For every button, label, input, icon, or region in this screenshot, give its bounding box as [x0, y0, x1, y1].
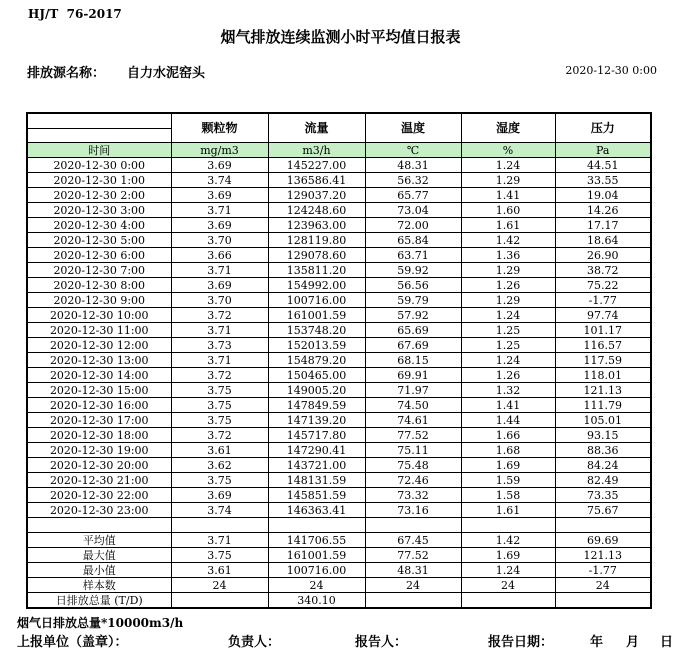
report-date-label: 报告日期：: [488, 635, 554, 650]
value-cell: 84.24: [555, 458, 651, 473]
table-row: [27, 368, 651, 383]
value-cell: 69.91: [365, 368, 461, 383]
value-cell: 3.72: [171, 428, 268, 443]
value-cell: 93.15: [555, 428, 651, 443]
summary-value-cell: [171, 593, 268, 609]
value-cell: 73.16: [365, 503, 461, 518]
value-cell: 154992.00: [268, 278, 365, 293]
table-row: [27, 293, 651, 308]
summary-value-cell: 3.75: [171, 548, 268, 563]
value-cell: 67.69: [365, 338, 461, 353]
summary-row: [27, 533, 651, 548]
value-cell: 3.71: [171, 353, 268, 368]
summary-row: [27, 593, 651, 609]
value-cell: 65.77: [365, 188, 461, 203]
value-cell: 57.92: [365, 308, 461, 323]
value-cell: 3.75: [171, 383, 268, 398]
value-cell: 3.70: [171, 233, 268, 248]
table-row: [27, 323, 651, 338]
source-label: 排放源名称：: [27, 66, 106, 81]
value-cell: 3.69: [171, 188, 268, 203]
value-cell: 1.59: [461, 473, 555, 488]
source-name: 自力水泥窑头: [127, 66, 206, 81]
summary-value-cell: 24: [365, 578, 461, 593]
value-cell: 74.61: [365, 413, 461, 428]
value-cell: 73.32: [365, 488, 461, 503]
table-row: [27, 248, 651, 263]
time-cell: 2020-12-30 6:00: [27, 248, 171, 263]
table-row: [27, 263, 651, 278]
table-row: [27, 488, 651, 503]
value-cell: 18.64: [555, 233, 651, 248]
value-cell: 1.41: [461, 188, 555, 203]
value-cell: 74.50: [365, 398, 461, 413]
spacer-row: [27, 518, 651, 533]
value-cell: 129037.20: [268, 188, 365, 203]
value-cell: 1.32: [461, 383, 555, 398]
value-cell: 1.25: [461, 323, 555, 338]
value-cell: 19.04: [555, 188, 651, 203]
summary-row: [27, 548, 651, 563]
value-cell: 1.25: [461, 338, 555, 353]
value-cell: 105.01: [555, 413, 651, 428]
value-cell: 1.61: [461, 218, 555, 233]
value-cell: 1.29: [461, 293, 555, 308]
summary-row: [27, 563, 651, 578]
column-header: 颗粒物: [171, 113, 268, 143]
value-cell: 118.01: [555, 368, 651, 383]
unit-cell: Pa: [555, 143, 651, 158]
time-cell: 2020-12-30 8:00: [27, 278, 171, 293]
value-cell: 82.49: [555, 473, 651, 488]
time-cell: 2020-12-30 19:00: [27, 443, 171, 458]
source-line: [27, 62, 205, 81]
time-cell: 2020-12-30 3:00: [27, 203, 171, 218]
time-cell: 2020-12-30 23:00: [27, 503, 171, 518]
value-cell: 3.72: [171, 368, 268, 383]
value-cell: 73.04: [365, 203, 461, 218]
value-cell: 33.55: [555, 173, 651, 188]
time-header-blank-cell: [27, 113, 171, 143]
value-cell: 88.36: [555, 443, 651, 458]
summary-value-cell: 161001.59: [268, 548, 365, 563]
value-cell: 1.69: [461, 458, 555, 473]
time-cell: 2020-12-30 1:00: [27, 173, 171, 188]
value-cell: 14.26: [555, 203, 651, 218]
summary-body: [27, 518, 651, 609]
table-row: [27, 428, 651, 443]
value-cell: 77.52: [365, 428, 461, 443]
value-cell: 3.74: [171, 173, 268, 188]
time-header: 时间: [27, 143, 171, 158]
table-row: [27, 503, 651, 518]
value-cell: 129078.60: [268, 248, 365, 263]
year-label: 年: [590, 635, 604, 650]
value-cell: 26.90: [555, 248, 651, 263]
report-datetime: 2020-12-30 0:00: [565, 64, 657, 77]
table-row: [27, 188, 651, 203]
table-row: [27, 473, 651, 488]
value-cell: 72.46: [365, 473, 461, 488]
value-cell: 161001.59: [268, 308, 365, 323]
standard-number: HJ/T 76-2017: [28, 7, 122, 21]
value-cell: 3.70: [171, 293, 268, 308]
spacer-cell: [171, 518, 268, 533]
summary-value-cell: 24: [268, 578, 365, 593]
value-cell: 3.73: [171, 338, 268, 353]
summary-value-cell: 48.31: [365, 563, 461, 578]
value-cell: 75.22: [555, 278, 651, 293]
time-cell: 2020-12-30 0:00: [27, 158, 171, 173]
table-row: [27, 218, 651, 233]
summary-value-cell: 1.42: [461, 533, 555, 548]
summary-label: 日排放总量 (T/D): [27, 593, 171, 609]
table-row: [27, 173, 651, 188]
value-cell: 145717.80: [268, 428, 365, 443]
summary-value-cell: 100716.00: [268, 563, 365, 578]
table-row: [27, 278, 651, 293]
time-cell: 2020-12-30 21:00: [27, 473, 171, 488]
value-cell: 3.69: [171, 158, 268, 173]
time-cell: 2020-12-30 22:00: [27, 488, 171, 503]
value-cell: 1.24: [461, 353, 555, 368]
summary-label: 样本数: [27, 578, 171, 593]
value-cell: 3.75: [171, 398, 268, 413]
summary-label: 最大值: [27, 548, 171, 563]
value-cell: 3.71: [171, 323, 268, 338]
value-cell: 3.69: [171, 278, 268, 293]
table-row: [27, 458, 651, 473]
table-row: [27, 158, 651, 173]
summary-value-cell: 3.71: [171, 533, 268, 548]
value-cell: 3.71: [171, 203, 268, 218]
column-header-row: [27, 113, 651, 143]
value-cell: 3.75: [171, 473, 268, 488]
time-cell: 2020-12-30 15:00: [27, 383, 171, 398]
value-cell: 101.17: [555, 323, 651, 338]
spacer-cell: [268, 518, 365, 533]
value-cell: 1.36: [461, 248, 555, 263]
value-cell: 123963.00: [268, 218, 365, 233]
summary-value-cell: 340.10: [268, 593, 365, 609]
time-cell: 2020-12-30 14:00: [27, 368, 171, 383]
value-cell: 145851.59: [268, 488, 365, 503]
report-unit-label: 上报单位（盖章）：: [17, 635, 128, 650]
value-cell: 1.26: [461, 278, 555, 293]
time-cell: 2020-12-30 16:00: [27, 398, 171, 413]
spacer-cell: [27, 518, 171, 533]
summary-row: [27, 578, 651, 593]
value-cell: 135811.20: [268, 263, 365, 278]
value-cell: 121.13: [555, 383, 651, 398]
responsible-label: 负责人：: [228, 635, 281, 650]
time-cell: 2020-12-30 4:00: [27, 218, 171, 233]
table-row: [27, 398, 651, 413]
value-cell: -1.77: [555, 293, 651, 308]
total-note: 烟气日排放总量*10000m3/h: [17, 616, 184, 630]
column-header: 湿度: [461, 113, 555, 143]
value-cell: 147849.59: [268, 398, 365, 413]
value-cell: 75.67: [555, 503, 651, 518]
value-cell: 68.15: [365, 353, 461, 368]
value-cell: 3.66: [171, 248, 268, 263]
summary-label: 平均值: [27, 533, 171, 548]
value-cell: 1.66: [461, 428, 555, 443]
value-cell: 75.48: [365, 458, 461, 473]
value-cell: 1.26: [461, 368, 555, 383]
page-title: 烟气排放连续监测小时平均值日报表: [220, 28, 461, 46]
summary-label: 最小值: [27, 563, 171, 578]
value-cell: 48.31: [365, 158, 461, 173]
column-header: 温度: [365, 113, 461, 143]
summary-value-cell: 67.45: [365, 533, 461, 548]
value-cell: 150465.00: [268, 368, 365, 383]
value-cell: 1.58: [461, 488, 555, 503]
summary-value-cell: [461, 593, 555, 609]
monitoring-table: [26, 112, 652, 609]
value-cell: 3.69: [171, 488, 268, 503]
value-cell: 117.59: [555, 353, 651, 368]
value-cell: 153748.20: [268, 323, 365, 338]
spacer-cell: [461, 518, 555, 533]
time-cell: 2020-12-30 10:00: [27, 308, 171, 323]
value-cell: 63.71: [365, 248, 461, 263]
value-cell: 71.97: [365, 383, 461, 398]
value-cell: 124248.60: [268, 203, 365, 218]
time-cell: 2020-12-30 18:00: [27, 428, 171, 443]
value-cell: 97.74: [555, 308, 651, 323]
month-label: 月: [626, 635, 640, 650]
value-cell: 72.00: [365, 218, 461, 233]
table-row: [27, 443, 651, 458]
time-cell: 2020-12-30 12:00: [27, 338, 171, 353]
time-cell: 2020-12-30 7:00: [27, 263, 171, 278]
table-row: [27, 413, 651, 428]
time-cell: 2020-12-30 9:00: [27, 293, 171, 308]
unit-cell: mg/m3: [171, 143, 268, 158]
summary-value-cell: 69.69: [555, 533, 651, 548]
value-cell: 1.61: [461, 503, 555, 518]
summary-value-cell: 77.52: [365, 548, 461, 563]
value-cell: 1.68: [461, 443, 555, 458]
unit-row: [27, 143, 651, 158]
summary-value-cell: 24: [461, 578, 555, 593]
value-cell: 17.17: [555, 218, 651, 233]
value-cell: 73.35: [555, 488, 651, 503]
value-cell: 1.24: [461, 158, 555, 173]
value-cell: 146363.41: [268, 503, 365, 518]
summary-value-cell: [365, 593, 461, 609]
summary-value-cell: 121.13: [555, 548, 651, 563]
value-cell: 3.72: [171, 308, 268, 323]
value-cell: 1.42: [461, 233, 555, 248]
value-cell: 65.84: [365, 233, 461, 248]
value-cell: 44.51: [555, 158, 651, 173]
value-cell: 116.57: [555, 338, 651, 353]
value-cell: 147139.20: [268, 413, 365, 428]
table-row: [27, 308, 651, 323]
value-cell: 100716.00: [268, 293, 365, 308]
value-cell: 1.24: [461, 308, 555, 323]
table-row: [27, 233, 651, 248]
value-cell: 148131.59: [268, 473, 365, 488]
table-row: [27, 338, 651, 353]
summary-value-cell: 141706.55: [268, 533, 365, 548]
value-cell: 3.74: [171, 503, 268, 518]
spacer-cell: [555, 518, 651, 533]
value-cell: 75.11: [365, 443, 461, 458]
value-cell: 1.41: [461, 398, 555, 413]
value-cell: 3.71: [171, 263, 268, 278]
value-cell: 56.32: [365, 173, 461, 188]
value-cell: 3.61: [171, 443, 268, 458]
value-cell: 147290.41: [268, 443, 365, 458]
reporter-label: 报告人：: [355, 635, 408, 650]
value-cell: 145227.00: [268, 158, 365, 173]
time-cell: 2020-12-30 5:00: [27, 233, 171, 248]
column-header: 流量: [268, 113, 365, 143]
summary-value-cell: 24: [171, 578, 268, 593]
unit-cell: ℃: [365, 143, 461, 158]
value-cell: 128119.80: [268, 233, 365, 248]
value-cell: 143721.00: [268, 458, 365, 473]
summary-value-cell: -1.77: [555, 563, 651, 578]
value-cell: 136586.41: [268, 173, 365, 188]
unit-cell: m3/h: [268, 143, 365, 158]
value-cell: 154879.20: [268, 353, 365, 368]
value-cell: 3.69: [171, 218, 268, 233]
column-header: 压力: [555, 113, 651, 143]
value-cell: 65.69: [365, 323, 461, 338]
value-cell: 149005.20: [268, 383, 365, 398]
table-row: [27, 203, 651, 218]
value-cell: 59.92: [365, 263, 461, 278]
summary-value-cell: [555, 593, 651, 609]
value-cell: 1.29: [461, 173, 555, 188]
unit-cell: %: [461, 143, 555, 158]
time-cell: 2020-12-30 17:00: [27, 413, 171, 428]
header-split-divider: [28, 128, 171, 129]
time-cell: 2020-12-30 20:00: [27, 458, 171, 473]
table-body: [27, 158, 651, 518]
value-cell: 1.60: [461, 203, 555, 218]
time-cell: 2020-12-30 2:00: [27, 188, 171, 203]
summary-value-cell: 1.24: [461, 563, 555, 578]
summary-value-cell: 24: [555, 578, 651, 593]
value-cell: 56.56: [365, 278, 461, 293]
day-label: 日: [660, 635, 674, 650]
value-cell: 1.44: [461, 413, 555, 428]
spacer-cell: [365, 518, 461, 533]
value-cell: 152013.59: [268, 338, 365, 353]
time-cell: 2020-12-30 11:00: [27, 323, 171, 338]
value-cell: 1.29: [461, 263, 555, 278]
summary-value-cell: 3.61: [171, 563, 268, 578]
value-cell: 3.75: [171, 413, 268, 428]
value-cell: 38.72: [555, 263, 651, 278]
value-cell: 111.79: [555, 398, 651, 413]
time-cell: 2020-12-30 13:00: [27, 353, 171, 368]
table-row: [27, 383, 651, 398]
summary-value-cell: 1.69: [461, 548, 555, 563]
value-cell: 3.62: [171, 458, 268, 473]
table-row: [27, 353, 651, 368]
value-cell: 59.79: [365, 293, 461, 308]
